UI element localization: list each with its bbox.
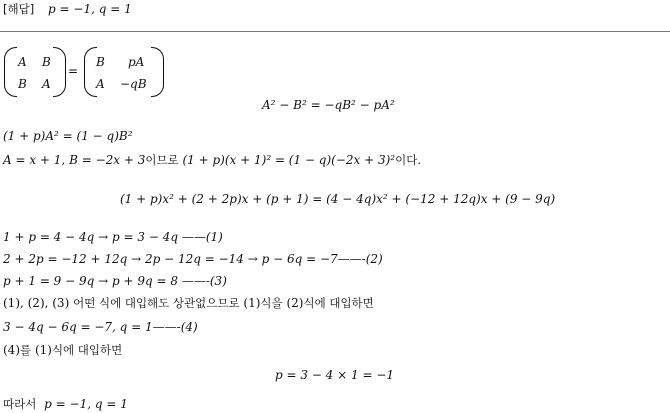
matrix-right bbox=[84, 47, 164, 95]
matrix-cell: A bbox=[18, 55, 27, 69]
matrix-cell: A bbox=[42, 77, 51, 91]
korean-text: 따라서 bbox=[3, 397, 37, 411]
math-text: (4) bbox=[3, 343, 20, 357]
korean-text: 식에 대입하면 bbox=[51, 343, 123, 357]
right-paren bbox=[53, 47, 66, 97]
math-text: 3 − 4q − 6q = −7, q = 1——-(4) bbox=[3, 320, 198, 334]
right-paren bbox=[151, 47, 164, 97]
korean-text: 어떤 식에 대입해도 상관없으므로 bbox=[73, 296, 240, 310]
left-paren bbox=[4, 47, 17, 97]
equation-line bbox=[275, 368, 394, 382]
math-text: (1) bbox=[34, 343, 52, 357]
math-text: (1 + p)x² + (2 + 2p)x + (p + 1) = (4 − 4q)x² + (−12 + 12q)x + (9 − 9q) bbox=[120, 192, 556, 206]
math-text: 1 + p = 4 − 4q → p = 3 − 4q ——(1) bbox=[3, 230, 223, 244]
equation-line bbox=[3, 296, 374, 310]
equation-line bbox=[120, 192, 555, 206]
equation-line bbox=[3, 153, 421, 167]
conclusion-line bbox=[3, 397, 128, 411]
equation-line bbox=[262, 98, 395, 112]
equals-sign: = bbox=[68, 64, 79, 78]
answer-summary: p = −1, q = 1 bbox=[48, 2, 132, 16]
math-text: (1 + p)A² = (1 − q)B² bbox=[3, 129, 133, 143]
matrix-cell: −qB bbox=[120, 77, 147, 91]
matrix-cell: B bbox=[42, 55, 51, 69]
matrix-cell: A bbox=[96, 77, 105, 91]
math-text: (1), (2), (3) bbox=[3, 296, 70, 310]
math-text: p = 3 − 4 × 1 = −1 bbox=[275, 368, 395, 382]
korean-text: 이므로 bbox=[145, 153, 179, 167]
equation-line bbox=[3, 230, 223, 244]
matrix-left bbox=[4, 47, 66, 95]
equation-line bbox=[3, 129, 133, 143]
korean-text: 를 bbox=[20, 343, 32, 357]
korean-text: 식을 bbox=[260, 296, 283, 310]
equation-line bbox=[3, 320, 198, 334]
korean-text: 이다. bbox=[395, 153, 421, 167]
divider bbox=[0, 31, 670, 32]
matrix-cell: B bbox=[18, 77, 27, 91]
equation-line bbox=[3, 252, 383, 266]
korean-text: 식에 대입하면 bbox=[303, 296, 374, 310]
header-line bbox=[3, 2, 132, 16]
math-text: (1) bbox=[243, 296, 261, 310]
matrix-cell: B bbox=[96, 55, 105, 69]
answer-label: [해답] bbox=[3, 2, 35, 16]
math-text: A = x + 1, B = −2x + 3 bbox=[3, 153, 146, 167]
equation-line bbox=[3, 274, 227, 288]
math-text: (1 + p)(x + 1)² = (1 − q)(−2x + 3)² bbox=[182, 153, 396, 167]
math-text: 2 + 2p = −12 + 12q → 2p − 12q = −14 → p − 6q = −7——-(2) bbox=[3, 252, 383, 266]
matrix-cell: pA bbox=[128, 55, 145, 69]
math-text: (2) bbox=[286, 296, 304, 310]
math-text: A² − B² = −qB² − pA² bbox=[262, 98, 395, 112]
math-text: p = −1, q = 1 bbox=[44, 397, 128, 411]
math-text: p + 1 = 9 − 9q → p + 9q = 8 ——-(3) bbox=[3, 274, 227, 288]
equation-line bbox=[3, 343, 122, 357]
